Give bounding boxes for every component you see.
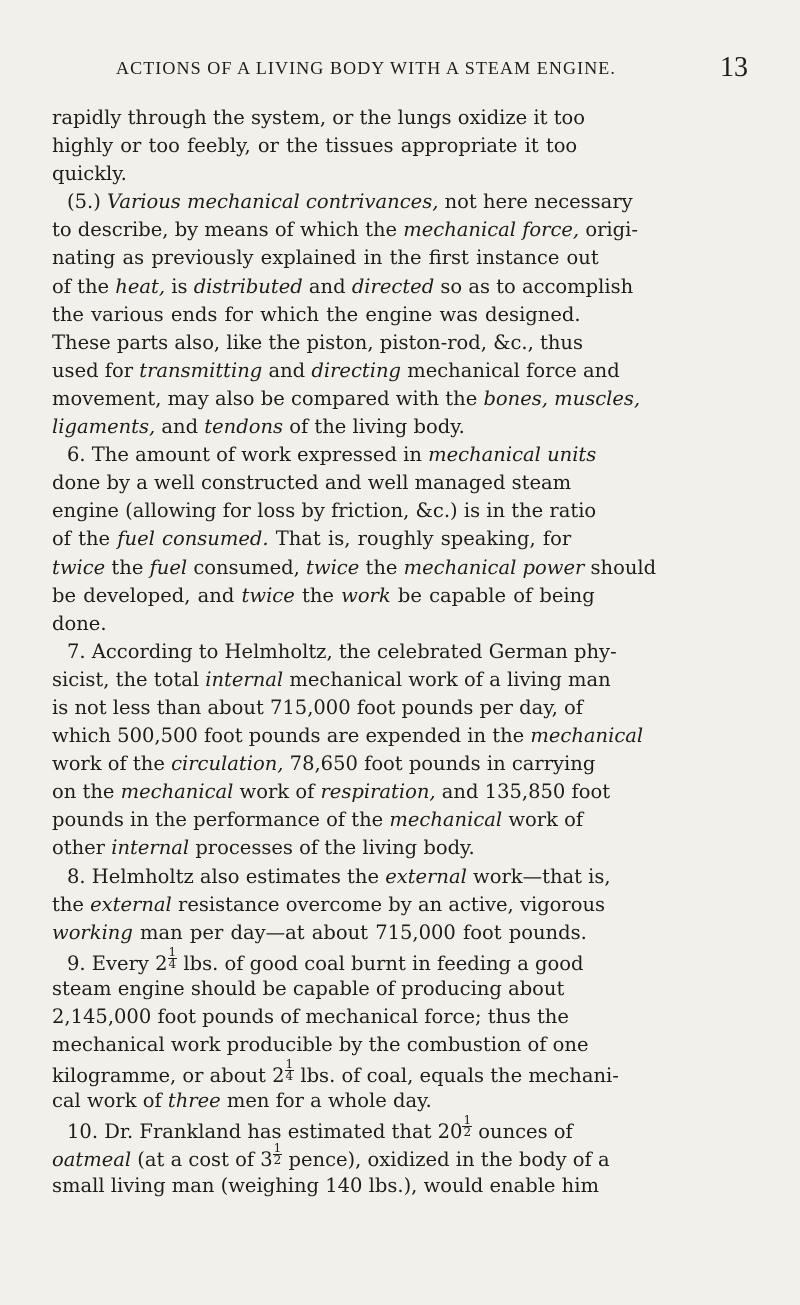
text-line: work of the circulation, 78,650 foot pounds in carrying bbox=[52, 752, 596, 776]
text-line: highly or too feebly, or the tissues appropriate it too bbox=[52, 134, 578, 158]
italic-text: mechanical power bbox=[403, 555, 585, 579]
italic-text: external bbox=[90, 892, 172, 916]
text-line: the various ends for which the engine was designed. bbox=[52, 302, 581, 326]
italic-text: ligaments, bbox=[52, 415, 156, 439]
italic-text: Various mechanical contrivances, bbox=[107, 190, 439, 214]
italic-text: work bbox=[341, 583, 391, 607]
italic-text: oatmeal bbox=[52, 1148, 132, 1172]
text-line: 8. Helmholtz also estimates the external work—that is, bbox=[67, 864, 611, 888]
text-line: 2,145,000 foot pounds of mechanical force; thus the bbox=[52, 1005, 569, 1028]
italic-text: mechanical force, bbox=[403, 218, 580, 242]
fraction: $\frac{1}{2}$ bbox=[273, 1141, 282, 1168]
italic-text: bones, muscles, bbox=[483, 386, 641, 410]
body-text bbox=[52, 104, 752, 1200]
text-line: of the fuel consumed. That is, roughly speaking, for bbox=[52, 527, 572, 551]
italic-text: distributed bbox=[193, 274, 303, 298]
text-line: These parts also, like the piston, piston-rod, &c., thus bbox=[52, 330, 583, 354]
text-line: pounds in the performance of the mechanical work of bbox=[52, 808, 584, 832]
text-line: movement, may also be compared with the bones, muscles, bbox=[52, 386, 641, 410]
text-line: oatmeal (at a cost of 3 $\frac{1}{2}$ pence), oxidized in the body of a bbox=[52, 1141, 610, 1172]
text-line: engine (allowing for loss by friction, &c.) is in the ratio bbox=[52, 499, 597, 523]
italic-text: transmitting bbox=[139, 358, 263, 382]
page-header bbox=[52, 52, 752, 86]
italic-text: directing bbox=[311, 358, 401, 382]
italic-text: directed bbox=[351, 274, 435, 298]
italic-text: internal bbox=[205, 667, 284, 691]
text-line: used for transmitting and directing mechanical force and bbox=[52, 358, 620, 382]
italic-text: twice bbox=[306, 555, 360, 579]
text-line: kilogramme, or about 2 $\frac{1}{4}$ lbs. of coal, equals the mechani- bbox=[52, 1057, 619, 1088]
italic-text: mechanical units bbox=[428, 443, 597, 467]
italic-text: three bbox=[167, 1089, 221, 1113]
text-line: the external resistance overcome by an active, vigorous bbox=[52, 892, 606, 916]
text-line: cal work of three men for a whole day. bbox=[52, 1089, 432, 1113]
text-line: steam engine should be capable of producing about bbox=[52, 976, 565, 1000]
text-line: twice the fuel consumed, twice the mechanical power should bbox=[52, 555, 657, 579]
italic-text: internal bbox=[111, 836, 190, 860]
text-line: 10. Dr. Frankland has estimated that 20 $\frac{1}{2}$ ounces of bbox=[67, 1113, 573, 1144]
text-line: rapidly through the system, or the lungs oxidize it too bbox=[52, 106, 586, 129]
text-line: 7. According to Helmholtz, the celebrated German phy- bbox=[67, 639, 617, 663]
text-line: ligaments, and tendons of the living body. bbox=[52, 415, 465, 439]
text-line: is not less than about 715,000 foot pounds per day, of bbox=[52, 695, 584, 719]
text-line: of the heat, is distributed and directed so as to accomplish bbox=[52, 274, 634, 298]
fraction: $\frac{1}{2}$ bbox=[463, 1113, 472, 1140]
fraction: $\frac{1}{4}$ bbox=[285, 1057, 294, 1084]
italic-text: heat, bbox=[115, 274, 166, 298]
text-line: 6. The amount of work expressed in mechanical units bbox=[67, 443, 597, 467]
italic-text: twice bbox=[241, 583, 295, 607]
page-number: 13 bbox=[720, 52, 748, 83]
text-line: done by a well constructed and well managed steam bbox=[52, 471, 572, 495]
italic-text: working bbox=[52, 920, 133, 944]
text-line: done. bbox=[52, 611, 107, 635]
text-line: small living man (weighing 140 lbs.), would enable him bbox=[52, 1173, 599, 1197]
running-head: ACTIONS OF A LIVING BODY WITH A STEAM ENGINE. bbox=[116, 58, 616, 78]
italic-text: mechanical bbox=[530, 724, 644, 748]
text-line: to describe, by means of which the mechanical force, origi- bbox=[52, 218, 638, 242]
italic-text: circulation, bbox=[171, 752, 284, 776]
italic-text: twice bbox=[52, 555, 106, 579]
text-line: on the mechanical work of respiration, and 135,850 foot bbox=[52, 780, 611, 804]
fraction: $\frac{1}{4}$ bbox=[168, 944, 177, 971]
italic-text: fuel bbox=[149, 555, 188, 579]
italic-text: mechanical bbox=[120, 780, 234, 804]
text-line: (5.) Various mechanical contrivances, not here necessary bbox=[67, 190, 633, 214]
text-line: be developed, and twice the work be capable of being bbox=[52, 583, 595, 607]
italic-text: tendons bbox=[204, 415, 284, 439]
text-line: nating as previously explained in the first instance out bbox=[52, 246, 599, 270]
text-line: other internal processes of the living body. bbox=[52, 836, 475, 860]
italic-text: external bbox=[385, 864, 467, 888]
text-line: quickly. bbox=[52, 162, 127, 186]
italic-text: mechanical bbox=[389, 808, 503, 832]
italic-text: respiration, bbox=[320, 780, 436, 804]
text-line: sicist, the total internal mechanical work of a living man bbox=[52, 667, 611, 691]
text-line: 9. Every 2 $\frac{1}{4}$ lbs. of good coal burnt in feeding a good bbox=[67, 944, 584, 975]
text-line: which 500,500 foot pounds are expended in the mechanical bbox=[52, 724, 644, 748]
text-line: mechanical work producible by the combustion of one bbox=[52, 1033, 589, 1057]
italic-text: fuel consumed. bbox=[117, 527, 269, 551]
text-line: working man per day—at about 715,000 foot pounds. bbox=[52, 920, 587, 944]
